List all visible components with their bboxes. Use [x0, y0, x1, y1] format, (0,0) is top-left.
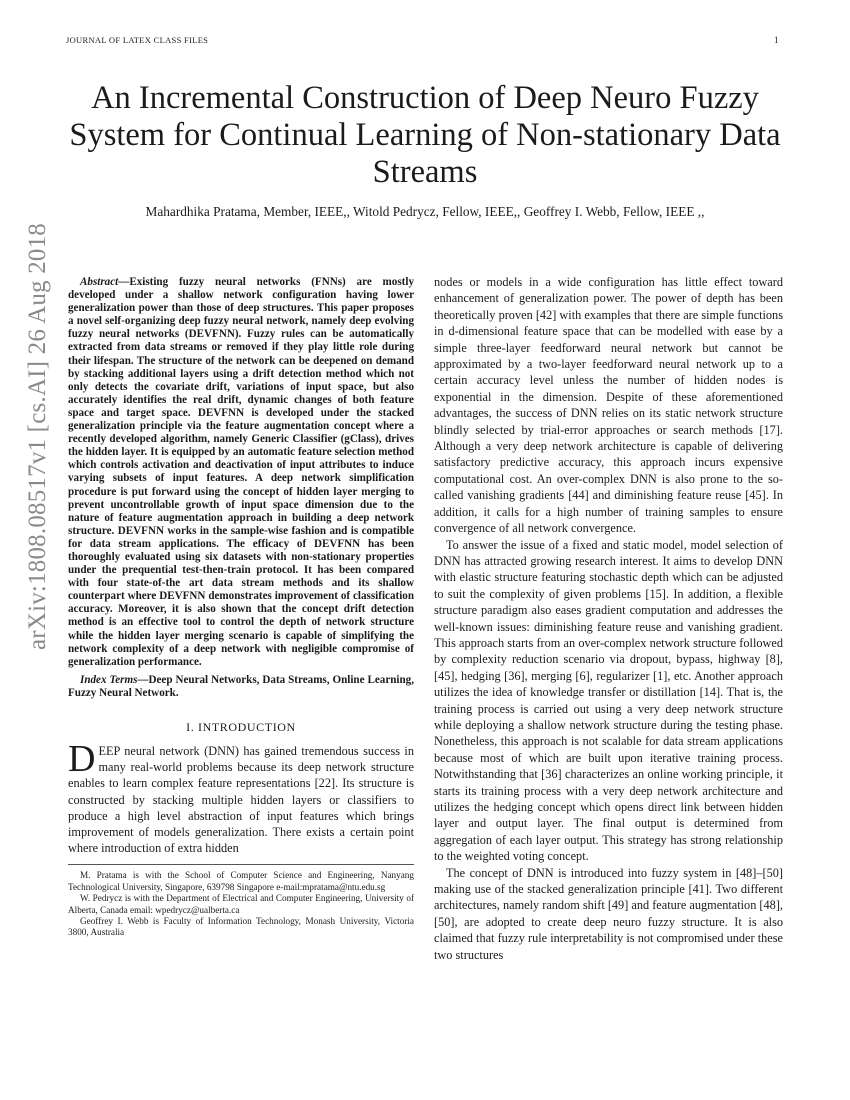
index-terms-lead: Index Terms: [80, 673, 138, 686]
page-number: 1: [774, 35, 779, 45]
left-column: [68, 276, 414, 939]
author-list: Mahardhika Pratama, Member, IEEE,, Witold Pedrycz, Fellow, IEEE,, Geoffrey I. Webb, Fellow, IEEE ,,: [145, 204, 705, 219]
index-terms: [68, 674, 414, 700]
intro-paragraph: [68, 738, 414, 856]
abstract: [68, 276, 414, 669]
intro-text: EEP neural network (DNN) has gained tremendous success in many real-world problems because its deep network structure enables to learn complex feature representations [22]. Its structure is constructed by stacking multiple hidden layers or classifiers to produce a high level abstraction of input features which brings improvement of models generalization. There exists a certain point where introduction of extra hidden: [68, 744, 414, 856]
footnote-item: W. Pedrycz is with the Department of Electrical and Computer Engineering, University of Alberta, Canada email: wpedrycz@ualberta.ca: [68, 893, 414, 915]
body-paragraph: nodes or models in a wide configuration has little effect toward enhancement of generalization power. The power of depth has been theoretically proven [42] with examples that there are simple functions in d-dimensional feature space that can be modelled with ease by a simple three-layer feedforward neural network but cannot be approximated by a two-layer feedforward neural network up to a certain accuracy level unless the number of hidden nodes is exponential in the dimension. Despite of these aforementioned advantages, the success of DNN relies on its static network structure blindly selected by trial-error approaches or search methods [17]. Although a very deep network architecture is capable of delivering satisfactory predictive accuracy, this approach incurs expensive computational cost. An over-complex DNN is also prone to the so-called vanishing gradients [44] and diminishing feature reuse [45]. In addition, it calls for a high number of training samples to ensure convergence of all network convergence.: [434, 275, 783, 536]
drop-cap: D: [68, 738, 96, 780]
abstract-text: —Existing fuzzy neural networks (FNNs) are mostly developed under a shallow network configuration having lower generalization power than those of deep structures. This paper proposes a novel self-organizing deep fuzzy neural network, namely deep evolving fuzzy neural networks (DEVFNN). Fuzzy rules can be automatically extracted from data streams or removed if they play little role during their lifespan. The structure of the network can be deepened on demand by stacking additional layers using a drift detection method which not only detects the covariate drift, variations of input space, but also accurately identifies the real drift, dynamic changes of both feature space and target space. DEVFNN is developed under the stacked generalization principle via the feature augmentation concept where a recently developed algorithm, namely Generic Classifier (gClass), drives the hidden layer. It is equipped by an automatic feature selection method which controls activation and deactivation of input attributes to induce varying subsets of input features. A deep network simplification procedure is put forward using the concept of hidden layer merging to prevent uncontrollable growth of input space dimension due to the nature of feature augmentation approach in building a deep network structure. DEVFNN works in the sample-wise fashion and is compatible for data stream applications. The efficacy of DEVFNN has been thoroughly evaluated using six datasets with non-stationary properties under the prequential test-then-train protocol. It has been compared with four state-of-the art data stream methods and its shallow counterpart where DEVFNN demonstrates improvement of classification accuracy. Moreover, it is also shown that the concept drift detection method is an effective tool to control the depth of network structure while the hidden layer merging scenario is capable of simplifying the network complexity of a deep network with negligible compromise of generalization performance.: [68, 276, 414, 668]
paper-title: An Incremental Construction of Deep Neuro Fuzzy System for Continual Learning of Non-stationary Data Streams: [69, 80, 781, 190]
footnote-item: Geoffrey I. Webb is Faculty of Information Technology, Monash University, Victoria 3800, Australia: [68, 916, 414, 938]
running-header: JOURNAL OF LATEX CLASS FILES: [66, 35, 209, 45]
body-paragraph: The concept of DNN is introduced into fuzzy system in [48]–[50] making use of the stacked generalization principle [41]. Two different architectures, namely random shift [49] and feature augmentation [48], [50], are adopted to create deep neuro fuzzy structure. It is also claimed that fuzzy rule interpretability is not compromised under these two structures: [434, 865, 783, 962]
index-terms-text: —Deep Neural Networks, Data Streams, Online Learning, Fuzzy Neural Network.: [68, 673, 415, 699]
body-paragraph: To answer the issue of a fixed and static model, model selection of DNN has attracted growing research interest. It aims to develop DNN with elastic structure featuring stochastic depth which can be adjusted to suit the complexity of given problems [15]. In addition, a flexible structure paradigm also eases gradient computation and addresses the well-known issues: diminishing feature reuse and vanishing gradient. This approach starts from an over-complex network structure followed by complexity reduction scenario via dropout, bypass, highway [8], [45], hedging [36], merging [6], regularizer [1], etc. Another approach utilizes the idea of knowledge transfer or distillation [14]. That is, the training process is carried out using a very deep network structure while deploying a shallow network structure during the testing phase. Nonetheless, this approach is not scalable for data stream applications because most of which are built upon iterative training process. Notwithstanding that [36] characterizes an online working principle, it starts its training process with a very deep network architecture and utilizes the hedging concept which opens direct link between hidden layer and output layer. The final output is determined from aggregation of each layer output. This strategy has strong relationship to the weighted voting concept.: [434, 537, 783, 864]
abstract-lead: Abstract: [80, 276, 119, 288]
right-column: [434, 274, 783, 963]
footnotes: [68, 864, 414, 938]
arxiv-identifier: arXiv:1808.08517v1 [cs.AI] 26 Aug 2018: [24, 223, 51, 650]
section-heading-introduction: I. INTRODUCTION: [186, 720, 296, 734]
footnote-item: M. Pratama is with the School of Computer Science and Engineering, Nanyang Technological University, Singapore, 639798 Singapore e-mail:mpratama@ntu.edu.sg: [68, 870, 414, 892]
